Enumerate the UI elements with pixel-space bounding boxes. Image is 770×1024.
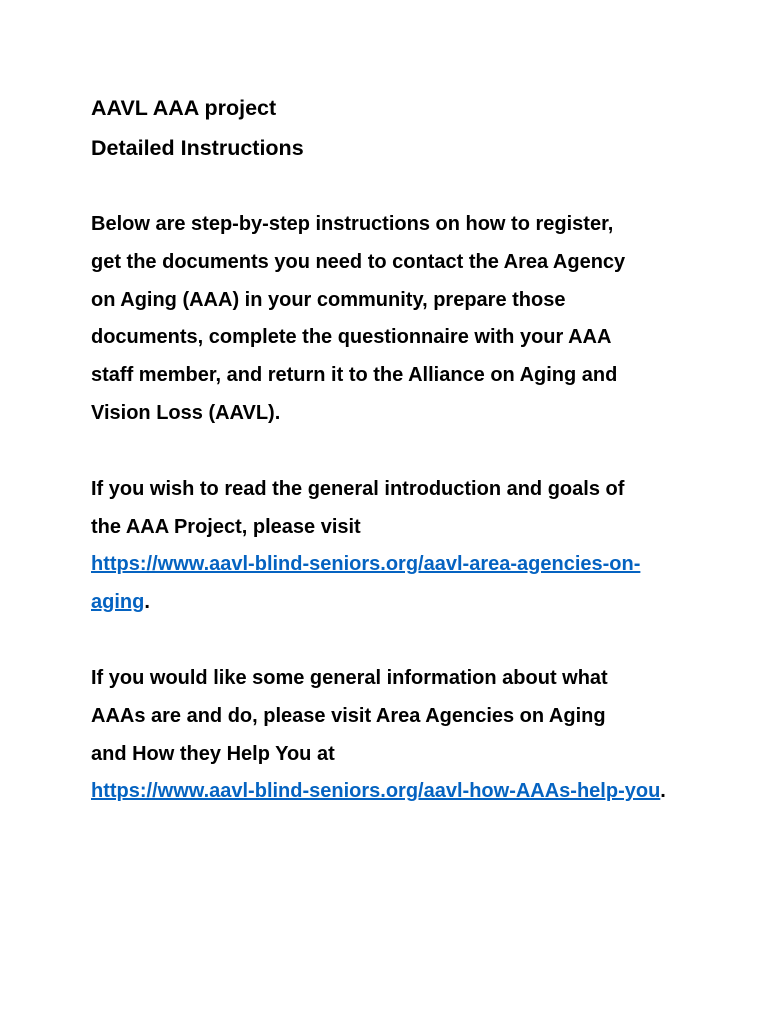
link-line	[91, 546, 711, 584]
spacer	[91, 622, 711, 660]
intro-line: documents, complete the questionnaire with your AAA	[91, 326, 612, 349]
spacer	[91, 168, 711, 206]
link-line	[91, 773, 711, 811]
intro-line: get the documents you need to contact the Area Agency	[91, 250, 626, 273]
project-intro-paragraph	[91, 471, 711, 622]
document-title: AAVL AAA project	[91, 96, 277, 120]
intro-line: Below are step-by-step instructions on how to register,	[91, 213, 614, 235]
aaa-info-paragraph	[91, 660, 711, 811]
document-page	[91, 88, 711, 811]
paragraph-line: the AAA Project, please visit	[91, 515, 361, 538]
aaa-help-link[interactable]: https://www.aavl-blind-seniors.org/aavl-how-AAAs-help-you	[91, 780, 661, 803]
project-intro-link-part2[interactable]: aging	[91, 591, 145, 614]
intro-line: on Aging (AAA) in your community, prepare those	[91, 288, 566, 311]
document-subtitle: Detailed Instructions	[91, 136, 304, 160]
intro-paragraph	[91, 206, 711, 433]
paragraph-line: and How they Help You at	[91, 742, 335, 765]
intro-line: Vision Loss (AAVL).	[91, 401, 281, 424]
trailing-period: .	[660, 780, 666, 803]
link-line	[91, 584, 711, 622]
trailing-period: .	[144, 591, 150, 614]
paragraph-line: If you wish to read the general introduction and goals of	[91, 477, 625, 500]
spacer	[91, 433, 711, 471]
intro-line: staff member, and return it to the Alliance on Aging and	[91, 364, 618, 387]
paragraph-line: AAAs are and do, please visit Area Agencies on Aging	[91, 704, 606, 727]
paragraph-line: If you would like some general information about what	[91, 666, 608, 689]
project-intro-link-part1[interactable]: https://www.aavl-blind-seniors.org/aavl-area-agencies-on-	[91, 553, 641, 576]
